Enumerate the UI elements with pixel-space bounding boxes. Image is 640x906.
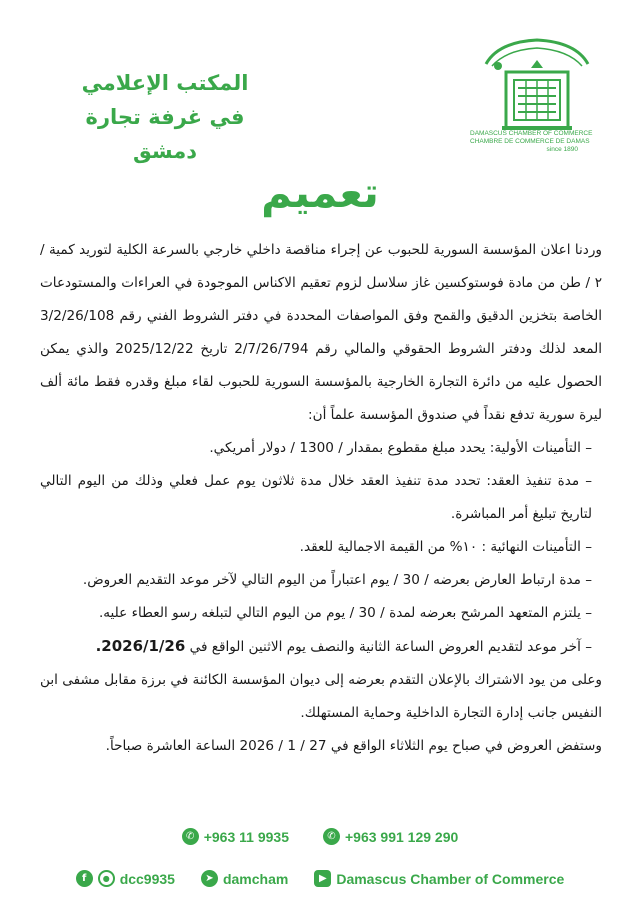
footer-phones xyxy=(0,828,640,845)
circular-body xyxy=(40,234,602,763)
media-office-heading xyxy=(60,66,270,168)
closing-paragraph: وستفض العروض في صباح يوم الثلاثاء الواقع في 27 / 1 / 2026 الساعة العاشرة صباحاً. xyxy=(105,738,602,754)
logo-caption-fr: CHAMBRE DE COMMERCE DE DAMAS xyxy=(470,138,590,145)
telegram-handle: damcham xyxy=(222,870,289,887)
closing-paragraph: وعلى من يود الاشتراك بالإعلان التقدم بعرضه إلى ديوان المؤسسة الكائنة في برزة مقابل مشفى ابن النفيس جانب إدارة التجارة الداخلية وحماية المستهلك. xyxy=(40,672,602,721)
whatsapp-icon: ✆ xyxy=(182,828,199,845)
logo-caption-en: DAMASCUS CHAMBER OF COMMERCE xyxy=(470,130,593,137)
office-line-1: المكتب الإعلامي xyxy=(81,71,249,95)
logo-caption-since: since 1890 xyxy=(546,146,578,153)
deadline-item xyxy=(40,630,602,664)
condition-item: – التأمينات النهائية : ١٠% من القيمة الاجمالية للعقد. xyxy=(40,531,602,564)
deadline-date: 2026/1/26. xyxy=(95,637,186,655)
condition-item: – مدة تنفيذ العقد: تحدد مدة تنفيذ العقد خلال مدة ثلاثون يوم عمل فعلي وذلك من اليوم التالي لتاريخ تبليغ أمر المباشرة. xyxy=(40,465,602,531)
condition-item: – يلتزم المتعهد المرشح بعرضه لمدة / 30 / يوم من اليوم التالي لتبلغه رسو العطاء عليه. xyxy=(40,597,602,630)
youtube-channel: Damascus Chamber of Commerce xyxy=(336,870,565,887)
phone-contact[interactable] xyxy=(323,828,458,845)
footer-social xyxy=(0,870,640,887)
logo-caption xyxy=(470,130,610,154)
condition-item: – التأمينات الأولية: يحدد مبلغ مقطوع بمقدار / 1300 / دولار أمريكي. xyxy=(40,432,602,465)
office-line-2: في غرفة تجارة دمشق xyxy=(85,105,245,163)
condition-item: – مدة ارتباط العارض بعرضه / 30 / يوم اعتباراً من اليوم التالي لآخر موعد التقديم العروض. xyxy=(40,564,602,597)
phone-number: +963 991 129 290 xyxy=(344,828,459,845)
youtube-icon: ▶ xyxy=(314,870,331,887)
whatsapp-icon: ✆ xyxy=(323,828,340,845)
deadline-text: آخر موعد لتقديم العروض الساعة الثانية والنصف يوم الاثنين الواقع في xyxy=(189,639,581,655)
social-handle: dcc9935 xyxy=(119,870,175,887)
phone-number: +963 11 9935 xyxy=(203,828,289,845)
telegram-link[interactable] xyxy=(201,870,288,887)
phone-contact[interactable] xyxy=(182,828,289,845)
telegram-icon: ➤ xyxy=(201,870,218,887)
document-title: تعميم xyxy=(261,168,379,217)
instagram-icon: ● xyxy=(98,870,115,887)
social-handle-link[interactable] xyxy=(76,870,175,887)
facebook-icon: f xyxy=(76,870,93,887)
intro-paragraph: وردنا اعلان المؤسسة السورية للحبوب عن إجراء مناقصة داخلي خارجي بالسرعة الكلية لتوريد كمية / ٢ / طن من مادة فوستوكسين غاز سلاسل لزوم تعقيم الاكناس الموجودة في العراءات والمستودعات الخاصة بتخزين الدقيق والقمح وفق المواصفات المحددة في دفتر الشروط الفني رقم 3/2/26/108 المعد لذلك ودفتر الشروط الحقوقي والمالي رقم 2/7/26/794 تاريخ 2025/12/22 والذي يمكن الحصول عليه من دائرة التجارة الخارجية بالمؤسسة السورية للحبوب لقاء مبلغ وقدره فقط مائة ألف ليرة سورية تدفع نقداً في صندوق المؤسسة علماً أن: xyxy=(40,242,602,423)
youtube-link[interactable] xyxy=(314,870,564,887)
